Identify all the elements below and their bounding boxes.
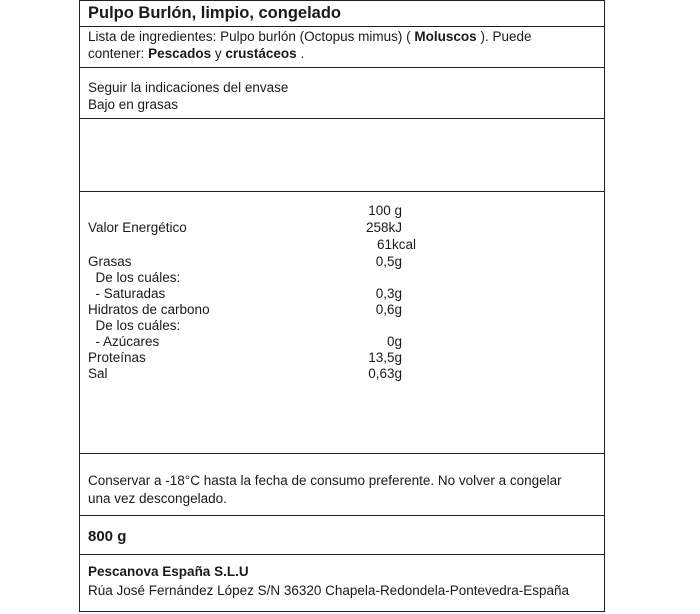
ingredients-line-1: Lista de ingredientes: Pulpo burlón (Octopus mimus) ( Moluscos ). Puede	[88, 29, 532, 44]
divider	[80, 26, 604, 27]
ingredients-line-2: contener: Pescados y crustáceos .	[88, 46, 305, 61]
storage-line: Conservar a -18°C hasta la fecha de consumo preferente. No volver a congelar	[88, 473, 562, 488]
divider	[80, 515, 604, 516]
storage-line: una vez descongelado.	[88, 491, 227, 506]
nutrition-value: 0g	[386, 334, 402, 349]
allergen-pescados: Pescados	[148, 46, 212, 61]
product-title: Pulpo Burlón, limpio, congelado	[88, 4, 341, 22]
nutrition-value: 258kJ	[365, 220, 402, 235]
net-weight: 800 g	[88, 528, 127, 545]
nutrition-label: - Azúcares	[88, 334, 160, 349]
nutrition-label: Proteínas	[88, 350, 146, 365]
nutrition-value: 0,3g	[375, 286, 402, 301]
allergen-crustaceos: crustáceos	[225, 46, 297, 61]
instruction-line: Seguir la indicaciones del envase	[88, 80, 289, 95]
divider	[80, 67, 604, 68]
nutrition-value: 61kcal	[376, 237, 416, 252]
nutrition-per-header: 100 g	[368, 203, 402, 218]
company-name: Pescanova España S.L.U	[88, 564, 249, 579]
nutrition-value: 0,6g	[375, 302, 402, 317]
nutrition-label: De los cuáles:	[88, 270, 181, 285]
nutrition-value: 0,63g	[368, 366, 402, 381]
allergen-moluscos: Moluscos	[414, 29, 477, 44]
nutrition-value: 0,5g	[375, 254, 402, 269]
divider	[80, 453, 604, 454]
nutrition-label: Valor Energético	[88, 220, 187, 235]
company-address: Rúa José Fernández López S/N 36320 Chapela-Redondela-Pontevedra-España	[88, 583, 570, 598]
nutrition-label: Sal	[88, 366, 108, 381]
nutrition-label: - Saturadas	[88, 286, 166, 301]
nutrition-label: Grasas	[88, 254, 132, 269]
divider	[80, 191, 604, 192]
claim-line: Bajo en grasas	[88, 97, 179, 112]
nutrition-value: 13,5g	[368, 350, 402, 365]
product-label	[79, 0, 605, 612]
nutrition-label: Hidratos de carbono	[88, 302, 210, 317]
divider	[80, 554, 604, 555]
nutrition-label: De los cuáles:	[88, 318, 181, 333]
divider	[80, 118, 604, 119]
